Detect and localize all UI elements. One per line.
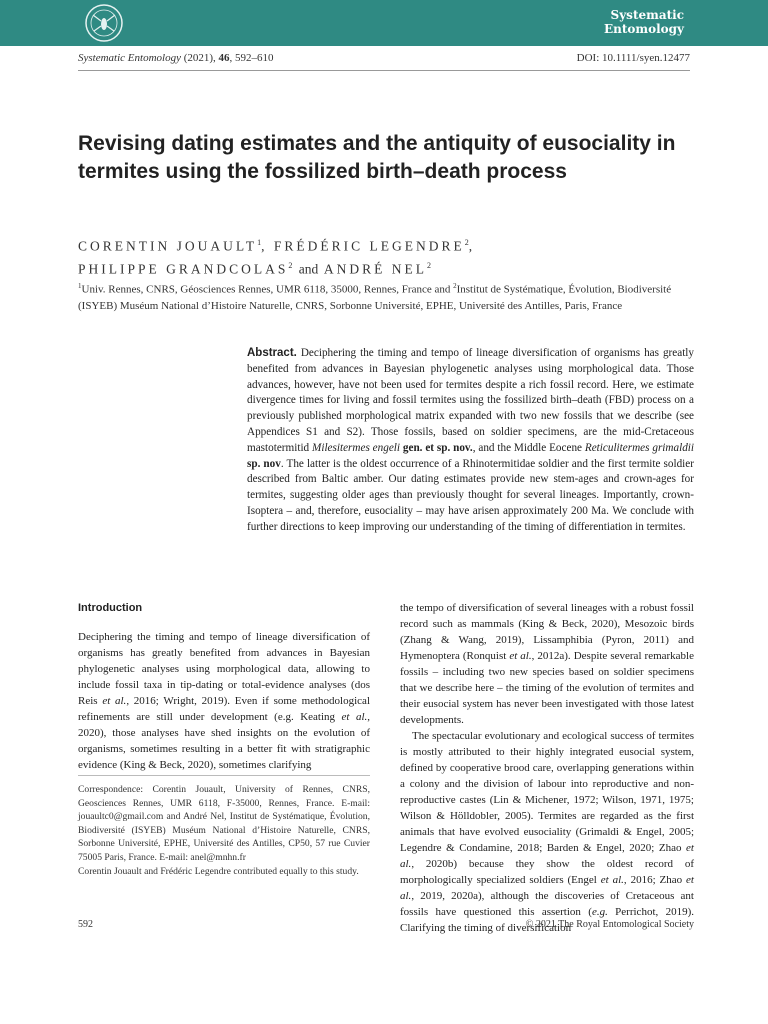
right-etal-3: et al. xyxy=(600,874,624,886)
right-text-2a: The spectacular evolutionary and ecological success of termites is mostly attributed to their highly integrated eusocial system, defined by cooperative brood care, overlapping generations within a colony and the division of labour into reproductive and non-reproductive castes (Lin & Michener, 1972; Wilson, 1971, 1975; Wilson & Hölldobler, 2005). Termites are regarded as the first animals that have evolved eusociality (Grimaldi & Engel, 2005; Legendre & Condamine, 2018; Barden & Engel, 2020; Zhao xyxy=(400,730,694,854)
copyright: © 2021 The Royal Entomological Society xyxy=(525,919,694,930)
citation-pages: , 592–610 xyxy=(229,52,274,64)
intro-etal-2: et al. xyxy=(341,711,368,723)
right-etal-4: et al. xyxy=(400,874,694,902)
correspondence-note: Correspondence: Corentin Jouault, University of Rennes, CNRS, Geosciences Rennes, UMR 6118, F-35000, Rennes, France. E-mail: jouaultc0@gmail.com and André Nel, Institut de Systématique, Évolution, Biodiversité (ISYEB) Muséum National d’Histoire Naturelle, CNRS, Sorbonne Université, EPHE, Université des Antilles, CP50, 57 rue Cuvier 75005 Paris, France. E-mail: anel@mnhn.fr xyxy=(78,784,370,863)
footnote-rule xyxy=(78,775,370,776)
right-text-1-end: , 2012a). Despite several remarkable fossils – including two new species based on soldier specimens that we describe here – the timing of the evolution of termites and their eusocial system has never been investigated with those latest developments. xyxy=(400,650,694,726)
intro-paragraph xyxy=(78,629,370,773)
citation-year: (2021), xyxy=(183,52,216,64)
right-eg: e.g. xyxy=(591,906,608,918)
intro-text-1: Deciphering the timing and tempo of lineage diversification of organisms has greatly benefited from advances in Bayesian phylogenetic analyses using morphological data, allowing to include fossil taxa in tip-dating or total-evidence analyses (dos Reis xyxy=(78,631,370,707)
right-etal-2: et al. xyxy=(400,842,694,870)
intro-etal-1: et al. xyxy=(102,695,127,707)
royal-entomological-society-seal-icon xyxy=(84,3,124,43)
species-name-2: Reticulitermes grimaldii xyxy=(584,441,695,454)
author-1-affil: 1 xyxy=(257,238,262,247)
contribution-note: Corentin Jouault and Frédéric Legendre contributed equally to this study. xyxy=(78,866,359,877)
header-rule xyxy=(78,70,690,71)
author-list: CORENTIN JOUAULT$^1$, FRÉDÉRIC LEGENDRE$^2$, PHILIPPE GRANDCOLAS$^2$ and ANDRÉ NEL$^2$ xyxy=(78,238,476,276)
article-title: Revising dating estimates and the antiquity of eusociality in termites using the fossilized birth–death process xyxy=(78,132,676,183)
right-text-2c: , 2016; Zhao xyxy=(623,874,687,886)
species-name-1: Milesitermes engeli xyxy=(312,441,401,454)
citation-journal: Systematic Entomology xyxy=(78,52,181,64)
journal-banner xyxy=(0,0,768,46)
citation-volume: 46 xyxy=(218,52,230,64)
affil-1-text: Univ. Rennes, CNRS, Géosciences Rennes, UMR 6118, 35000, Rennes, France and xyxy=(81,283,454,296)
doi[interactable]: DOI: 10.1111/syen.12477 xyxy=(576,52,690,64)
section-heading-introduction: Introduction xyxy=(78,602,143,614)
right-text-1: the tempo of diversification of several lineages with a robust fossil record such as mammals (King & Beck, 2020), Mesozoic birds (Zhang & Wang, 2019), Lissamphibia (Pyron, 2011) and Hymenoptera (Ronquist xyxy=(400,602,694,662)
affiliations xyxy=(78,278,690,314)
author-3-affil: 2 xyxy=(288,260,293,270)
right-paragraph-2 xyxy=(400,728,694,936)
intro-text-3: , 2020), those analyses have shed insights on the evolution of organisms, sometimes resulting in a better fit with stratigraphic evidence (King & Beck, 2020), sometimes clarifying xyxy=(78,711,370,771)
affil-2-marker: 2 xyxy=(453,282,457,290)
right-column xyxy=(400,600,694,936)
abstract-text-3: . The latter is the oldest occurrence of a Rhinotermitidae soldier and the first termite soldier described from Baltic amber. Our dating estimates provide new stem-ages and crown-ages for termites, suggesting older ages than previously thought for several lineages. Importantly, crown-Isoptera – and, therefore, eusociality – may have arisen approximately 200 Ma. We conclude with further directions to keep improving our understanding of the timing of differentiation in termites. xyxy=(247,457,694,533)
author-1[interactable]: CORENTIN JOUAULT xyxy=(78,238,258,254)
author-3[interactable]: PHILIPPE GRANDCOLAS xyxy=(78,261,289,276)
author-conjunction: and xyxy=(298,261,319,276)
affil-1-marker: 1 xyxy=(78,282,82,290)
right-paragraph-1 xyxy=(400,600,694,728)
right-etal-1: et al. xyxy=(509,650,532,662)
taxon-status-1: gen. et sp. nov. xyxy=(400,441,473,454)
banner-journal-line1: Systematic xyxy=(610,8,684,22)
right-text-2d: , 2019, 2020a), although the discoveries of Cretaceous ant fossils have questioned this assertion ( xyxy=(400,890,694,918)
citation xyxy=(78,52,274,64)
author-4-affil: 2 xyxy=(427,260,432,270)
left-column xyxy=(78,600,370,773)
taxon-status-2: sp. nov xyxy=(247,457,281,470)
abstract-text-2: , and the Middle Eocene xyxy=(472,441,585,454)
abstract-text-1: Deciphering the timing and tempo of lineage diversification of organisms has greatly benefited from advances in Bayesian phylogenetic analyses using morphological data. Those advances, however, have not been used for termites despite a rich fossil record. Here, we estimate divergence times for living and fossil termites using the fossilized birth–death (FBD) process on a previously published morphological matrix expanded with two new fossils that we describe (see Appendices S1 and S2). Those fossils, based on soldier specimens, are the mid-Cretaceous mastotermitid xyxy=(247,347,695,454)
author-4[interactable]: ANDRÉ NEL xyxy=(323,261,428,276)
intro-text-2: , 2016; Wright, 2019). Even if some methodological refinements are still under development (e.g. Keating xyxy=(78,695,370,723)
banner-journal-line2: Entomology xyxy=(603,22,684,36)
abstract xyxy=(247,346,694,536)
right-text-2e: Perrichot, 2019). Clarifying the timing of diversification xyxy=(400,906,695,934)
banner-journal-name xyxy=(604,8,684,36)
right-text-2b: , 2020b) because they show the oldest record of morphologically specialized soldiers (Engel xyxy=(400,858,694,886)
author-2[interactable]: FRÉDÉRIC LEGENDRE xyxy=(273,238,465,254)
affil-2-text: Institut de Systématique, Évolution, Biodiversité (ISYEB) Muséum National d’Histoire Naturelle, CNRS, Sorbonne Université, EPHE, Université des Antilles, Paris, France xyxy=(78,283,672,312)
page-number: 592 xyxy=(78,919,93,930)
abstract-label: Abstract. xyxy=(247,347,297,359)
author-2-affil: 2 xyxy=(464,238,469,247)
